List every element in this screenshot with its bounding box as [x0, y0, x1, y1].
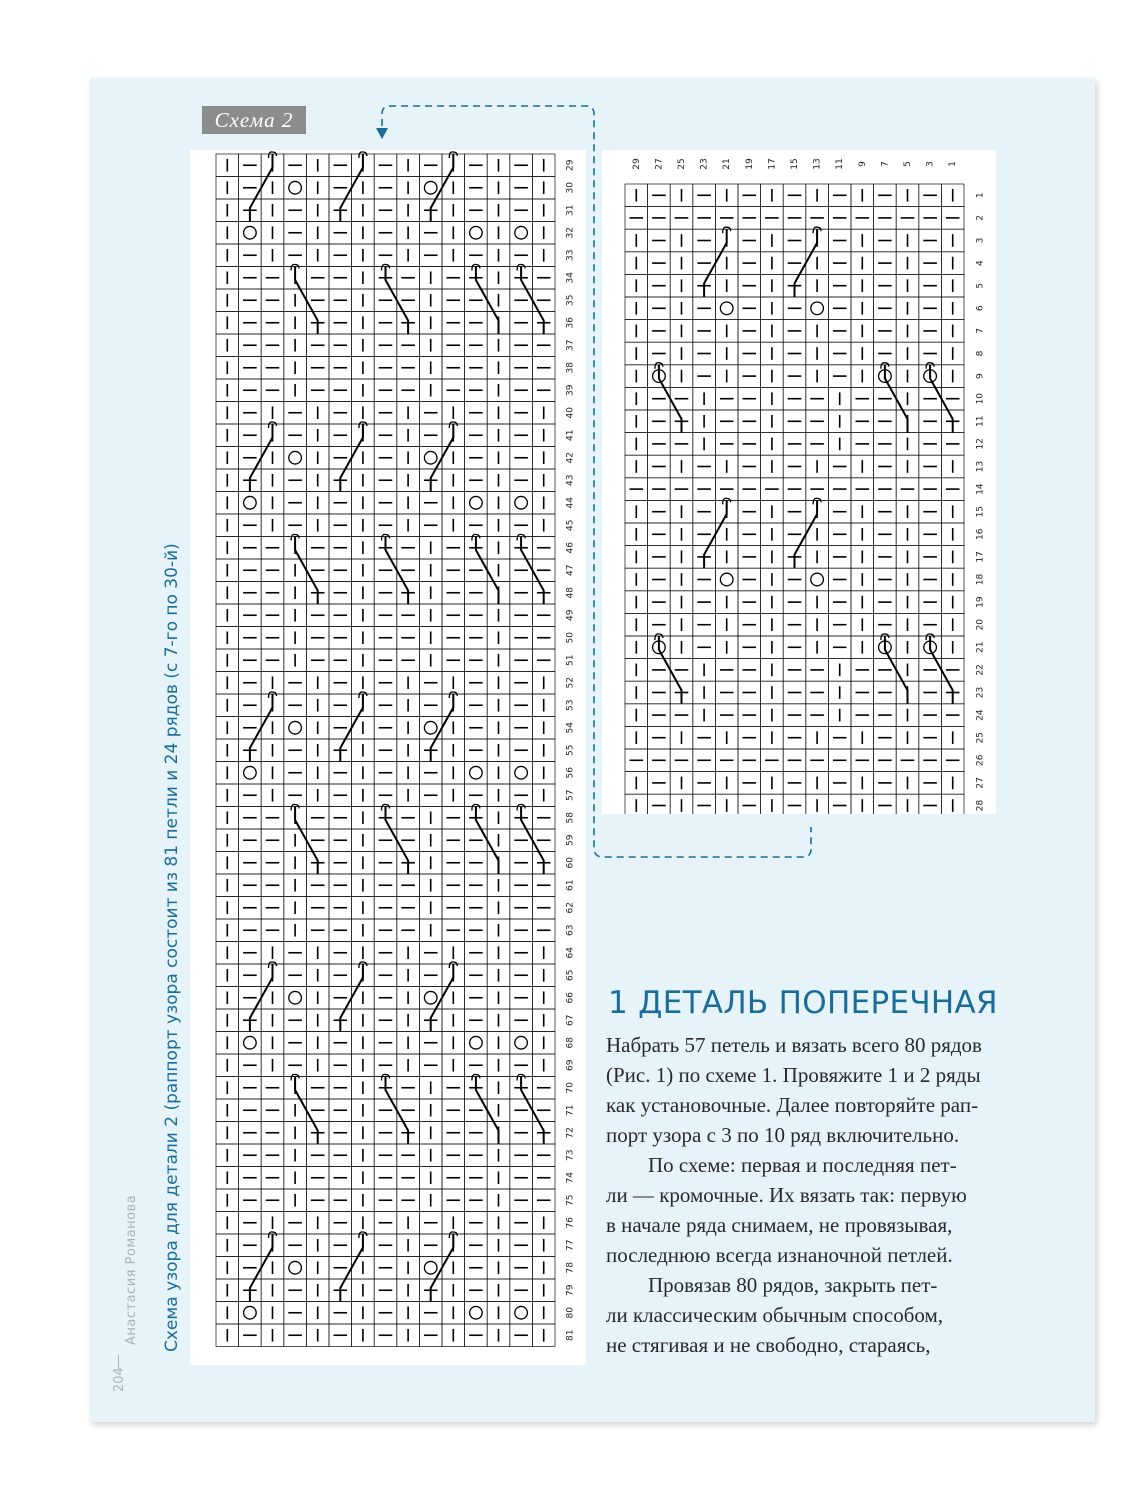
- row-number: 22: [975, 664, 986, 676]
- row-number: 58: [565, 812, 576, 824]
- row-number: 28: [975, 799, 986, 812]
- row-number: 60: [565, 857, 576, 869]
- row-number: 5: [975, 282, 986, 289]
- section-body: [606, 1030, 1016, 1360]
- row-number: 49: [565, 609, 576, 621]
- author-name: Анастасия Романова: [124, 1194, 139, 1345]
- row-number: 75: [565, 1194, 576, 1206]
- row-number: 6: [975, 305, 986, 312]
- row-number: 42: [565, 452, 576, 464]
- row-number: 10: [975, 392, 986, 405]
- body-line: как установочные. Далее повторяйте рап-: [606, 1093, 979, 1117]
- row-number: 21: [975, 641, 986, 654]
- row-number: 57: [565, 789, 576, 801]
- body-line: не стягивая и не свободно, стараясь,: [606, 1333, 931, 1357]
- row-number: 46: [565, 542, 576, 554]
- row-number: 26: [975, 754, 986, 767]
- row-number: 61: [565, 879, 576, 891]
- column-number: 3: [925, 161, 936, 167]
- row-number: 74: [565, 1172, 576, 1184]
- body-line: Провязав 80 рядов, закрыть пет-: [648, 1273, 938, 1297]
- row-number: 81: [565, 1329, 576, 1341]
- row-number: 73: [565, 1149, 576, 1161]
- row-number: 20: [975, 618, 986, 631]
- row-number: 18: [975, 573, 986, 586]
- row-number: 47: [565, 564, 576, 576]
- section-heading: 1 ДЕТАЛЬ ПОПЕРЕЧНАЯ: [608, 985, 998, 1021]
- row-number: 35: [565, 294, 576, 306]
- column-number: 9: [857, 161, 868, 167]
- row-number: 48: [565, 587, 576, 599]
- body-line: (Рис. 1) по схеме 1. Провяжите 1 и 2 ряды: [606, 1063, 981, 1087]
- body-line: По схеме: первая и последняя пет-: [648, 1153, 957, 1177]
- row-number: 62: [565, 902, 576, 914]
- row-number: 23: [975, 686, 986, 699]
- column-number: 27: [654, 158, 665, 170]
- body-line: ли классическим обычным способом,: [606, 1303, 944, 1327]
- row-number: 36: [565, 317, 576, 329]
- row-number: 56: [565, 767, 576, 779]
- body-line: порт узора с 3 по 10 ряд включительно.: [606, 1123, 960, 1147]
- body-line: последнюю всегда изнаночной петлей.: [606, 1243, 953, 1267]
- column-number: 15: [790, 158, 800, 170]
- column-number: 5: [903, 161, 913, 167]
- row-number: 30: [565, 182, 576, 194]
- row-number: 12: [975, 438, 986, 450]
- row-number: 15: [975, 505, 986, 518]
- row-number: 31: [565, 204, 576, 216]
- row-number: 16: [975, 528, 986, 541]
- column-number: 21: [722, 158, 733, 170]
- row-number: 2: [975, 215, 986, 221]
- row-number: 37: [565, 339, 576, 351]
- row-number: 55: [565, 744, 576, 756]
- row-number: 39: [565, 384, 576, 396]
- row-number: 67: [565, 1014, 576, 1026]
- row-number: 29: [565, 159, 576, 171]
- row-number: 64: [565, 947, 576, 959]
- row-number: 38: [565, 362, 576, 374]
- body-line: ли — кромочные. Их вязать так: первую: [606, 1183, 967, 1207]
- row-number: 80: [565, 1307, 576, 1319]
- row-number: 4: [975, 260, 986, 266]
- row-number: 66: [565, 992, 576, 1004]
- column-number: 25: [677, 158, 687, 170]
- row-number: 71: [565, 1104, 576, 1116]
- row-number: 9: [975, 373, 986, 379]
- row-number: 68: [565, 1037, 576, 1049]
- row-number: 32: [565, 227, 576, 239]
- chart-caption: Схема узора для детали 2 (раппорт узора состоит из 81 петли и 24 рядов (с 7-го по 30-й): [162, 543, 182, 1352]
- row-number: 78: [565, 1262, 576, 1274]
- row-number: 44: [565, 497, 576, 509]
- column-number: 11: [835, 158, 846, 170]
- row-number: 41: [565, 429, 576, 441]
- column-number: 13: [812, 158, 823, 170]
- row-number: 17: [975, 551, 986, 563]
- row-number: 52: [565, 677, 576, 689]
- row-number: 33: [565, 249, 576, 261]
- scheme-badge: Схема 2: [202, 106, 306, 134]
- column-number: 23: [699, 158, 710, 170]
- row-number: 51: [565, 654, 576, 666]
- row-number: 40: [565, 407, 576, 419]
- row-number: 70: [565, 1082, 576, 1094]
- column-number: 7: [880, 161, 891, 167]
- column-number: 17: [767, 158, 778, 170]
- row-number: 19: [975, 596, 986, 608]
- row-number: 63: [565, 924, 576, 936]
- row-number: 3: [975, 237, 986, 244]
- row-number: 69: [565, 1059, 576, 1071]
- row-number: 59: [565, 834, 576, 846]
- row-number: 11: [975, 415, 986, 428]
- page-number: 204: [112, 1367, 127, 1392]
- row-number: 50: [565, 632, 576, 644]
- row-number: 14: [975, 483, 986, 495]
- row-number: 54: [565, 722, 576, 734]
- column-number: 29: [631, 158, 642, 170]
- row-number: 24: [975, 709, 986, 721]
- row-number: 76: [565, 1217, 576, 1229]
- row-number: 25: [975, 731, 986, 744]
- row-number: 43: [565, 474, 576, 486]
- row-number: 34: [565, 272, 576, 284]
- row-number: 8: [975, 350, 986, 357]
- column-number: 1: [948, 161, 959, 167]
- row-number: 7: [975, 328, 986, 334]
- column-number: 19: [744, 158, 755, 170]
- row-number: 1: [975, 192, 986, 199]
- row-number: 13: [975, 460, 986, 473]
- body-line: Набрать 57 петель и вязать всего 80 рядов: [606, 1033, 982, 1057]
- row-number: 65: [565, 969, 576, 981]
- body-line: в начале ряда снимаем, не провязывая,: [606, 1213, 953, 1237]
- row-number: 27: [975, 777, 986, 789]
- row-number: 45: [565, 519, 576, 531]
- row-number: 72: [565, 1127, 576, 1139]
- row-number: 79: [565, 1284, 576, 1296]
- row-number: 77: [565, 1239, 576, 1251]
- row-number: 53: [565, 699, 576, 711]
